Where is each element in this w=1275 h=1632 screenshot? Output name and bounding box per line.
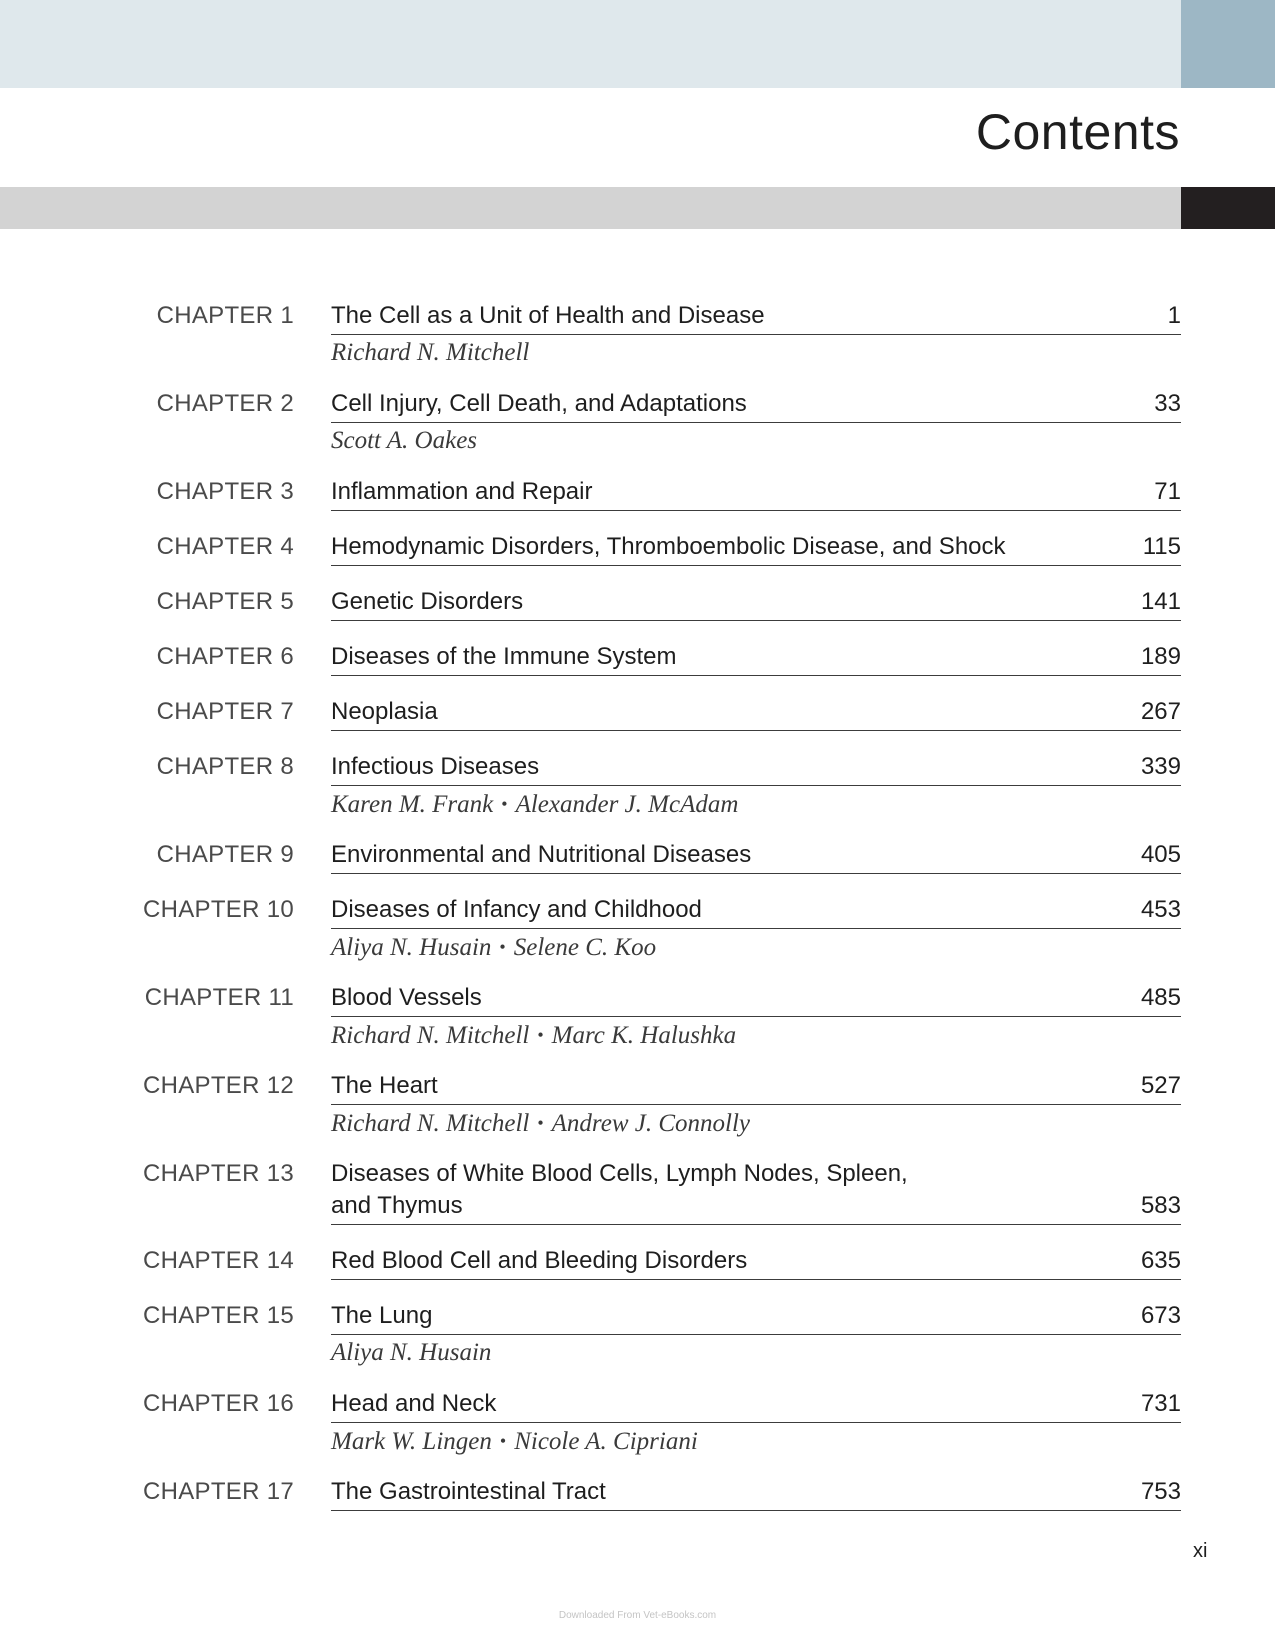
chapter-title-row [331, 1378, 1181, 1423]
chapter-page-number: 753 [1140, 1478, 1181, 1505]
chapter-page-number: 1 [1167, 302, 1181, 329]
author-name: Aliya N. Husain [331, 934, 492, 961]
divider-band [0, 187, 1181, 229]
chapter-title-row [331, 972, 1181, 1017]
chapter-title-row [331, 378, 1181, 423]
chapter-title[interactable]: Environmental and Nutritional Diseases [331, 841, 752, 868]
toc-entry[interactable] [0, 1466, 1181, 1511]
chapter-title-row [331, 466, 1181, 511]
chapter-label: CHAPTER 5 [156, 588, 294, 615]
chapter-page-number: 453 [1140, 896, 1181, 923]
toc-entry[interactable] [0, 741, 1181, 829]
chapter-page-number: 267 [1140, 698, 1181, 725]
toc-entry[interactable] [0, 576, 1181, 621]
chapter-page-number: 71 [1154, 478, 1181, 505]
chapter-label: CHAPTER 10 [142, 896, 294, 923]
chapter-label: CHAPTER 12 [142, 1072, 294, 1099]
author-name: Karen M. Frank [331, 791, 494, 818]
toc-entry[interactable] [0, 1378, 1181, 1466]
chapter-page-number: 339 [1140, 753, 1181, 780]
chapter-title[interactable]: The Gastrointestinal Tract [331, 1478, 606, 1505]
chapter-label: CHAPTER 2 [156, 390, 294, 417]
chapter-title[interactable]: Blood Vessels [331, 984, 482, 1011]
chapter-label: CHAPTER 17 [142, 1478, 294, 1505]
toc-entry[interactable] [0, 1060, 1181, 1148]
chapter-label: CHAPTER 4 [156, 533, 294, 560]
author-name: Richard N. Mitchell [331, 1110, 530, 1137]
chapter-title[interactable]: Inflammation and Repair [331, 478, 593, 505]
chapter-page-number: 189 [1140, 643, 1181, 670]
chapter-title-row [331, 1466, 1181, 1511]
toc-entry[interactable] [0, 466, 1181, 511]
toc-entry[interactable] [0, 1235, 1181, 1280]
chapter-label: CHAPTER 6 [156, 643, 294, 670]
chapter-title-row [331, 829, 1181, 874]
chapter-title[interactable]: Diseases of Infancy and Childhood [331, 896, 702, 923]
chapter-label: CHAPTER 16 [142, 1390, 294, 1417]
author-name: Alexander J. McAdam [515, 791, 739, 818]
chapter-title-row [331, 1148, 1181, 1225]
author-name: Mark W. Lingen [331, 1428, 492, 1455]
toc-entry[interactable] [0, 884, 1181, 972]
chapter-title[interactable]: The Cell as a Unit of Health and Disease [331, 302, 765, 329]
chapter-title[interactable]: The Heart [331, 1072, 438, 1099]
chapter-page-number: 527 [1140, 1072, 1181, 1099]
toc-entry[interactable] [0, 378, 1181, 466]
author-separator: • [537, 1025, 544, 1045]
chapter-title-row [331, 1235, 1181, 1280]
chapter-title[interactable]: Infectious Diseases [331, 753, 540, 780]
chapter-title[interactable]: Genetic Disorders [331, 588, 524, 615]
author-name: Richard N. Mitchell [331, 1022, 530, 1049]
chapter-title[interactable]: Hemodynamic Disorders, Thromboembolic Disease, and Shock [331, 533, 1006, 560]
chapter-page-number: 635 [1140, 1247, 1181, 1274]
chapter-authors [331, 929, 1181, 972]
chapter-page-number: 115 [1142, 533, 1181, 560]
author-separator: • [501, 794, 508, 814]
chapter-page-number: 405 [1140, 841, 1181, 868]
chapter-label: CHAPTER 9 [156, 841, 294, 868]
chapter-title[interactable]: Diseases of White Blood Cells, Lymph Nodes, Spleen, and Thymus [331, 1160, 908, 1219]
chapter-title[interactable]: Cell Injury, Cell Death, and Adaptations [331, 390, 747, 417]
chapter-title-row [331, 884, 1181, 929]
page-number: xi [1193, 1540, 1208, 1562]
chapter-authors [331, 786, 1181, 829]
author-name: Selene C. Koo [513, 934, 657, 961]
chapter-authors [331, 1105, 1181, 1148]
author-separator: • [499, 937, 506, 957]
chapter-title-row [331, 1060, 1181, 1105]
chapter-label: CHAPTER 15 [142, 1302, 294, 1329]
chapter-label: CHAPTER 3 [156, 478, 294, 505]
toc-entry[interactable] [0, 1290, 1181, 1378]
author-name: Nicole A. Cipriani [514, 1428, 698, 1455]
chapter-title[interactable]: Red Blood Cell and Bleeding Disorders [331, 1247, 748, 1274]
chapter-title-row [331, 686, 1181, 731]
divider-tab [1181, 187, 1275, 229]
chapter-title-row [331, 741, 1181, 786]
chapter-title[interactable]: Head and Neck [331, 1390, 497, 1417]
chapter-title-row [331, 1290, 1181, 1335]
author-name: Marc K. Halushka [551, 1022, 737, 1049]
toc-entry[interactable] [0, 686, 1181, 731]
chapter-title-row [331, 576, 1181, 621]
chapter-label: CHAPTER 8 [156, 753, 294, 780]
table-of-contents [0, 290, 1181, 1521]
chapter-authors [331, 335, 1181, 378]
chapter-authors [331, 1335, 1181, 1378]
toc-entry[interactable] [0, 631, 1181, 676]
author-name: Aliya N. Husain [331, 1339, 492, 1366]
chapter-label: CHAPTER 7 [156, 698, 294, 725]
toc-entry[interactable] [0, 290, 1181, 378]
author-separator: • [499, 1431, 507, 1451]
author-name: Scott A. Oakes [331, 427, 478, 454]
chapter-authors [331, 423, 1181, 466]
chapter-label: CHAPTER 13 [142, 1160, 294, 1187]
header-tab [1181, 0, 1275, 88]
chapter-page-number: 141 [1140, 588, 1181, 615]
toc-entry[interactable] [0, 521, 1181, 566]
watermark-text: Downloaded From Vet-eBooks.com [558, 1610, 717, 1621]
chapter-page-number: 485 [1140, 984, 1181, 1011]
toc-entry[interactable] [0, 972, 1181, 1060]
chapter-label: CHAPTER 1 [156, 302, 294, 329]
toc-entry[interactable] [0, 1148, 1181, 1225]
chapter-title-row [331, 290, 1181, 335]
chapter-title[interactable]: The Lung [331, 1302, 433, 1329]
chapter-label: CHAPTER 14 [142, 1247, 294, 1274]
chapter-page-number: 731 [1140, 1390, 1181, 1417]
chapter-page-number: 33 [1154, 390, 1181, 417]
chapter-label: CHAPTER 11 [144, 984, 294, 1011]
author-name: Richard N. Mitchell [331, 339, 530, 366]
header-band [0, 0, 1181, 88]
page-title: Contents [975, 104, 1180, 160]
author-separator: • [537, 1113, 544, 1133]
chapter-authors [331, 1423, 1181, 1466]
chapter-page-number: 583 [1140, 1192, 1181, 1219]
toc-entry[interactable] [0, 829, 1181, 874]
chapter-title-row [331, 521, 1181, 566]
chapter-title[interactable]: Neoplasia [331, 698, 438, 725]
chapter-title-row [331, 631, 1181, 676]
author-name: Andrew J. Connolly [551, 1110, 751, 1137]
chapter-page-number: 673 [1140, 1302, 1181, 1329]
chapter-authors [331, 1017, 1181, 1060]
chapter-title[interactable]: Diseases of the Immune System [331, 643, 677, 670]
